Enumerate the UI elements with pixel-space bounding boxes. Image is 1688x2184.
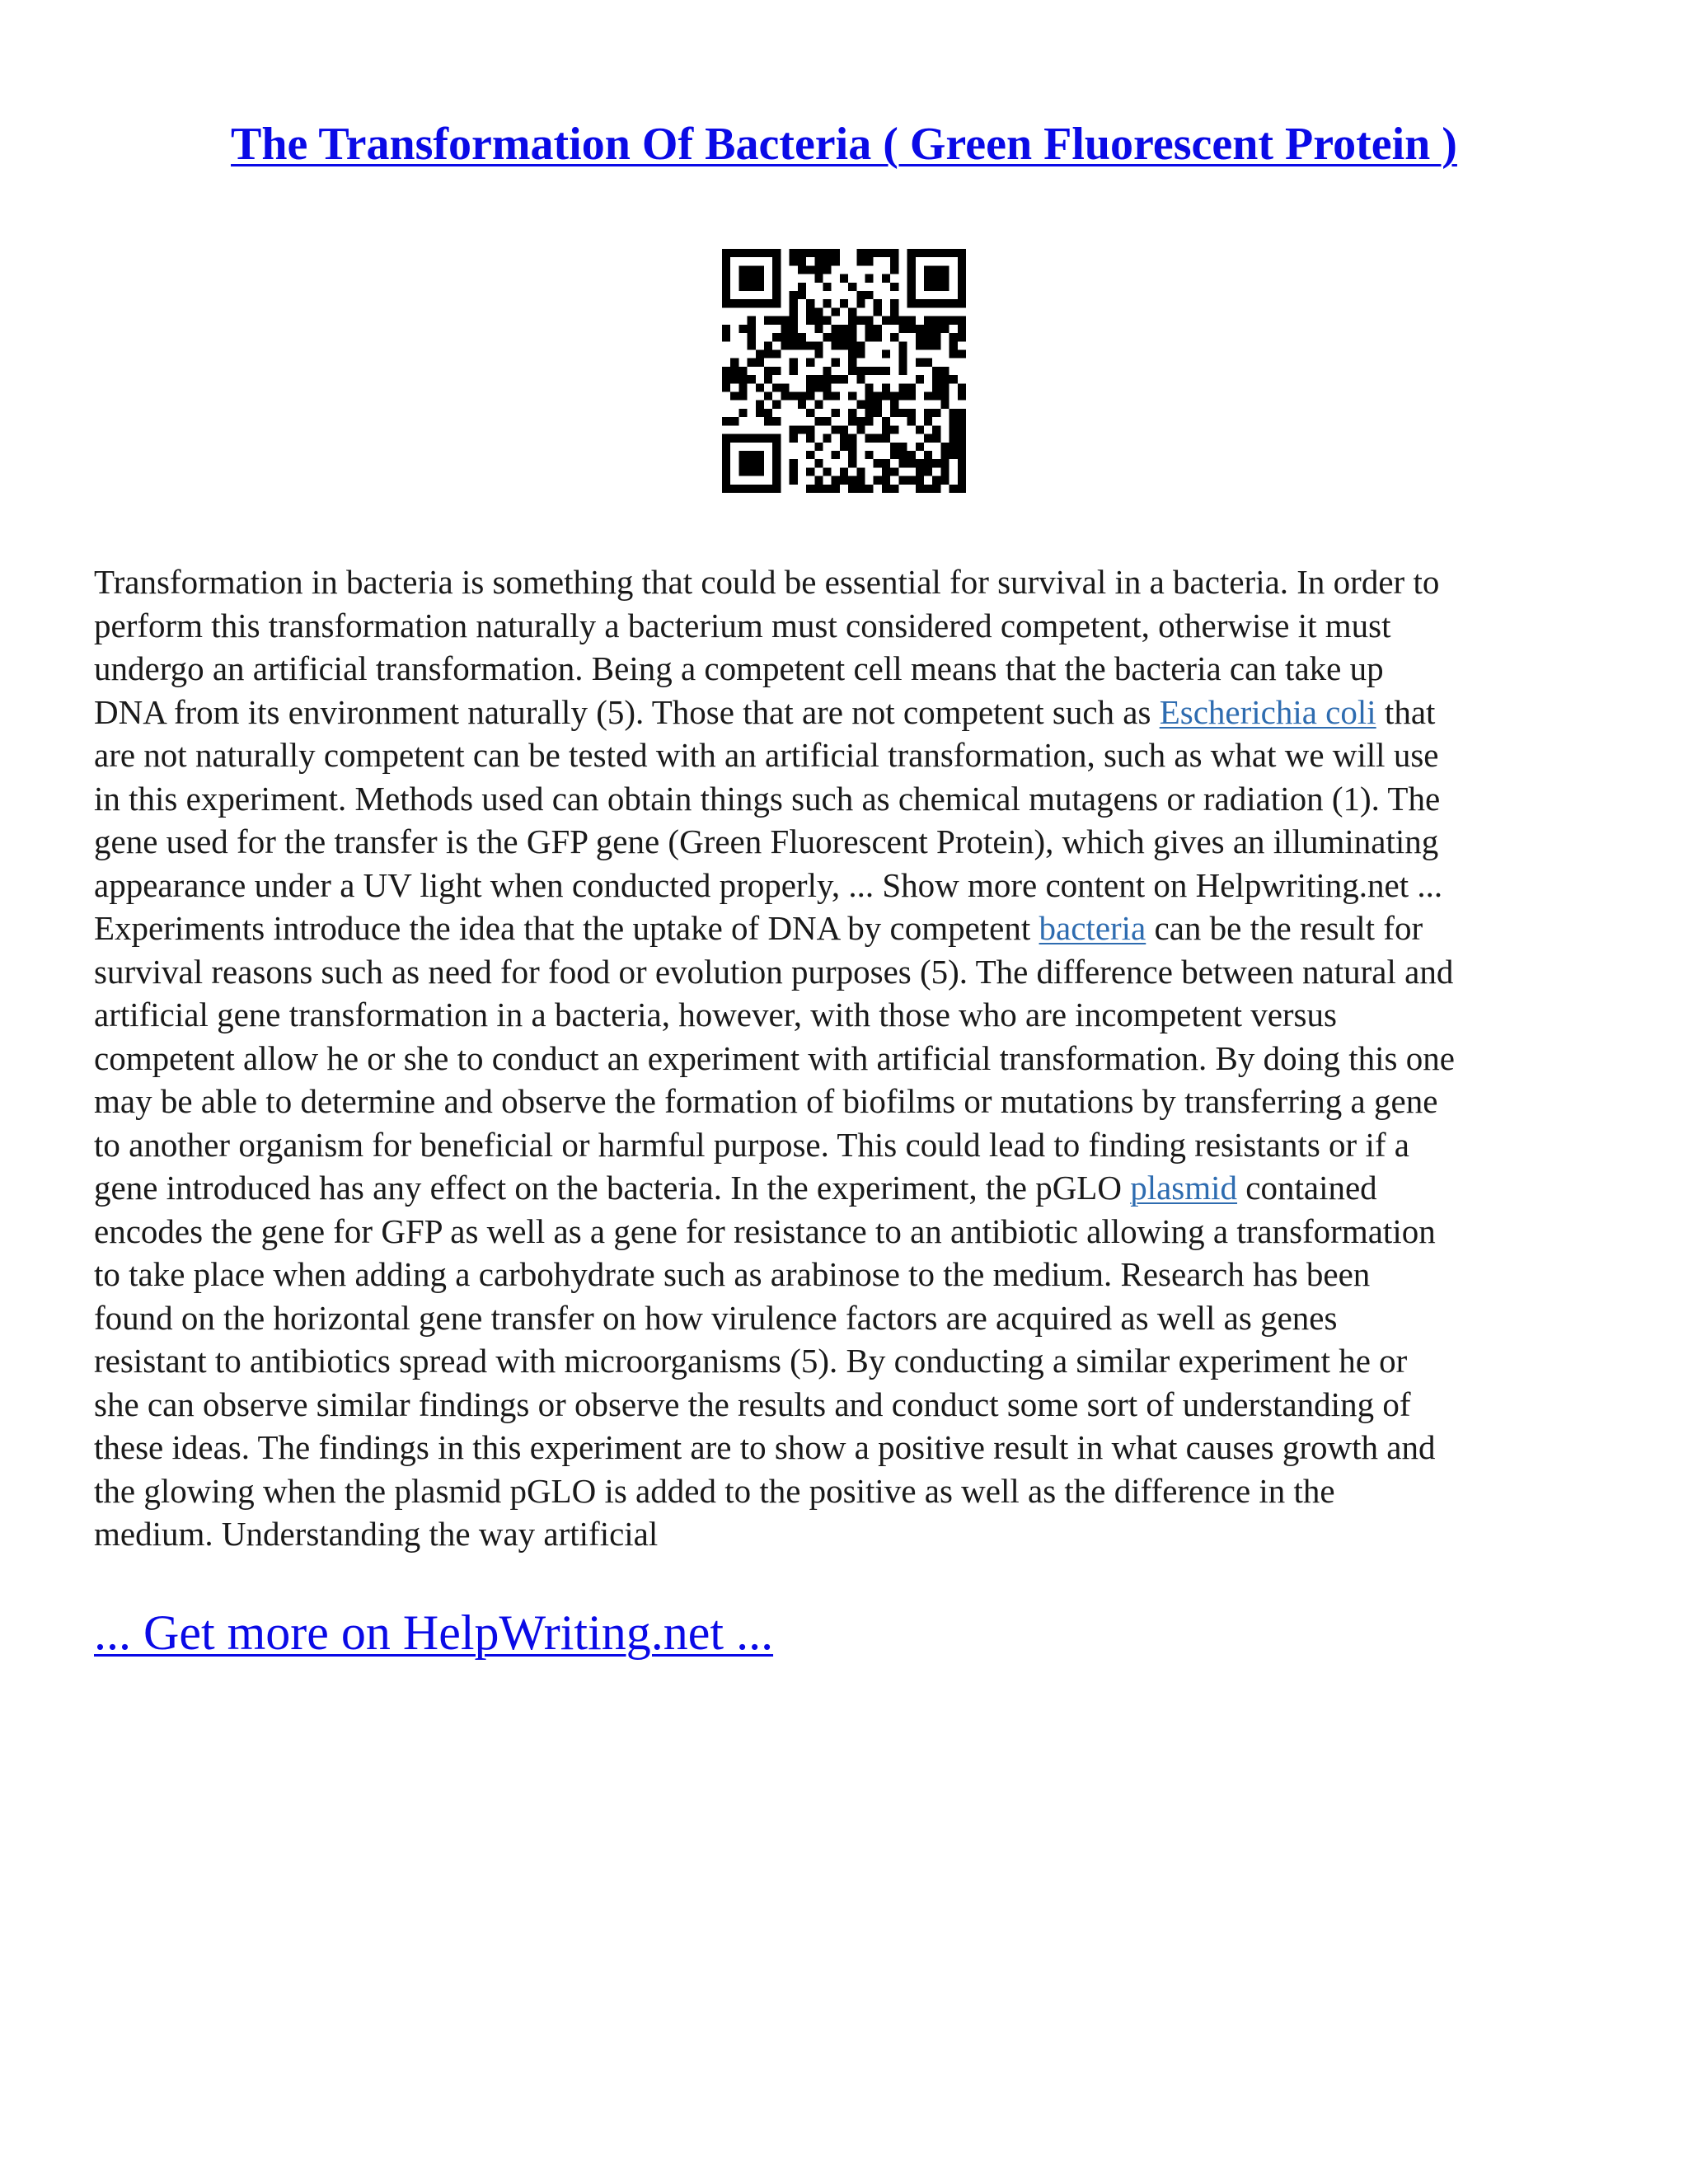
- escherichia-coli-link[interactable]: Escherichia coli: [1159, 692, 1376, 731]
- body-line: Transformation in bacteria is something that could be essential for survival in a bacteria. In order to: [94, 563, 1440, 601]
- body-line: are not naturally competent can be tested with an artificial transformation, such as what we will use: [94, 736, 1439, 774]
- body-line: perform this transformation naturally a bacterium must considered competent, otherwise it must: [94, 606, 1391, 644]
- bacteria-link[interactable]: bacteria: [1039, 909, 1146, 947]
- body-line: to another organism for beneficial or harmful purpose. This could lead to finding resistants or if a: [94, 1125, 1409, 1164]
- body-line: competent allow he or she to conduct an experiment with artificial transformation. By doing this one: [94, 1038, 1455, 1077]
- document-title: [0, 115, 1688, 173]
- body-text-segment: DNA from its environment naturally (5). Those that are not competent such as: [94, 692, 1160, 731]
- more-link-container: [94, 1603, 773, 1662]
- body-text-segment: Experiments introduce the idea that the uptake of DNA by competent: [94, 909, 1039, 947]
- body-text-segment: that: [1376, 692, 1436, 731]
- body-line: encodes the gene for GFP as well as a gene for resistance to an antibiotic allowing a transformation: [94, 1212, 1436, 1250]
- body-text-segment: contained: [1237, 1169, 1377, 1207]
- body-line: the glowing when the plasmid pGLO is added to the positive as well as the difference in the: [94, 1471, 1335, 1510]
- body-line: appearance under a UV light when conducted properly, ... Show more content on Helpwriting.net ...: [94, 865, 1443, 904]
- qr-code-icon: [722, 249, 966, 493]
- body-line: she can observe similar findings or observe the results and conduct some sort of understanding of: [94, 1385, 1411, 1423]
- body-line: artificial gene transformation in a bacteria, however, with those who are incompetent versus: [94, 996, 1337, 1033]
- body-line: [94, 907, 1602, 950]
- body-line: found on the horizontal gene transfer on how virulence factors are acquired as well as genes: [94, 1298, 1338, 1337]
- body-line: in this experiment. Methods used can obtain things such as chemical mutagens or radiation (1). The: [94, 779, 1441, 818]
- plasmid-link[interactable]: plasmid: [1130, 1169, 1238, 1207]
- body-line: may be able to determine and observe the formation of biofilms or mutations by transferring a gene: [94, 1082, 1438, 1120]
- body-line: gene used for the transfer is the GFP gene (Green Fluorescent Protein), which gives an illuminating: [94, 823, 1439, 860]
- body-text-segment: can be the result for: [1146, 909, 1423, 947]
- get-more-link[interactable]: ... Get more on HelpWriting.net ...: [94, 1605, 774, 1660]
- body-line: [94, 691, 1602, 734]
- body-line: resistant to antibiotics spread with microorganisms (5). By conducting a similar experiment he or: [94, 1342, 1408, 1380]
- body-line: medium. Understanding the way artificial: [94, 1515, 659, 1553]
- body-line: survival reasons such as need for food or evolution purposes (5). The difference between natural and: [94, 952, 1454, 991]
- body-line: undergo an artificial transformation. Being a competent cell means that the bacteria can take up: [94, 649, 1384, 687]
- body-line: to take place when adding a carbohydrate such as arabinose to the medium. Research has been: [94, 1255, 1371, 1293]
- article-body: [94, 560, 1602, 1556]
- body-line: [94, 1166, 1602, 1210]
- body-text-segment: gene introduced has any effect on the bacteria. In the experiment, the pGLO: [94, 1169, 1131, 1207]
- body-line: these ideas. The findings in this experiment are to show a positive result in what causes growth and: [94, 1428, 1436, 1466]
- title-link[interactable]: The Transformation Of Bacteria ( Green Fluorescent Protein ): [231, 119, 1457, 170]
